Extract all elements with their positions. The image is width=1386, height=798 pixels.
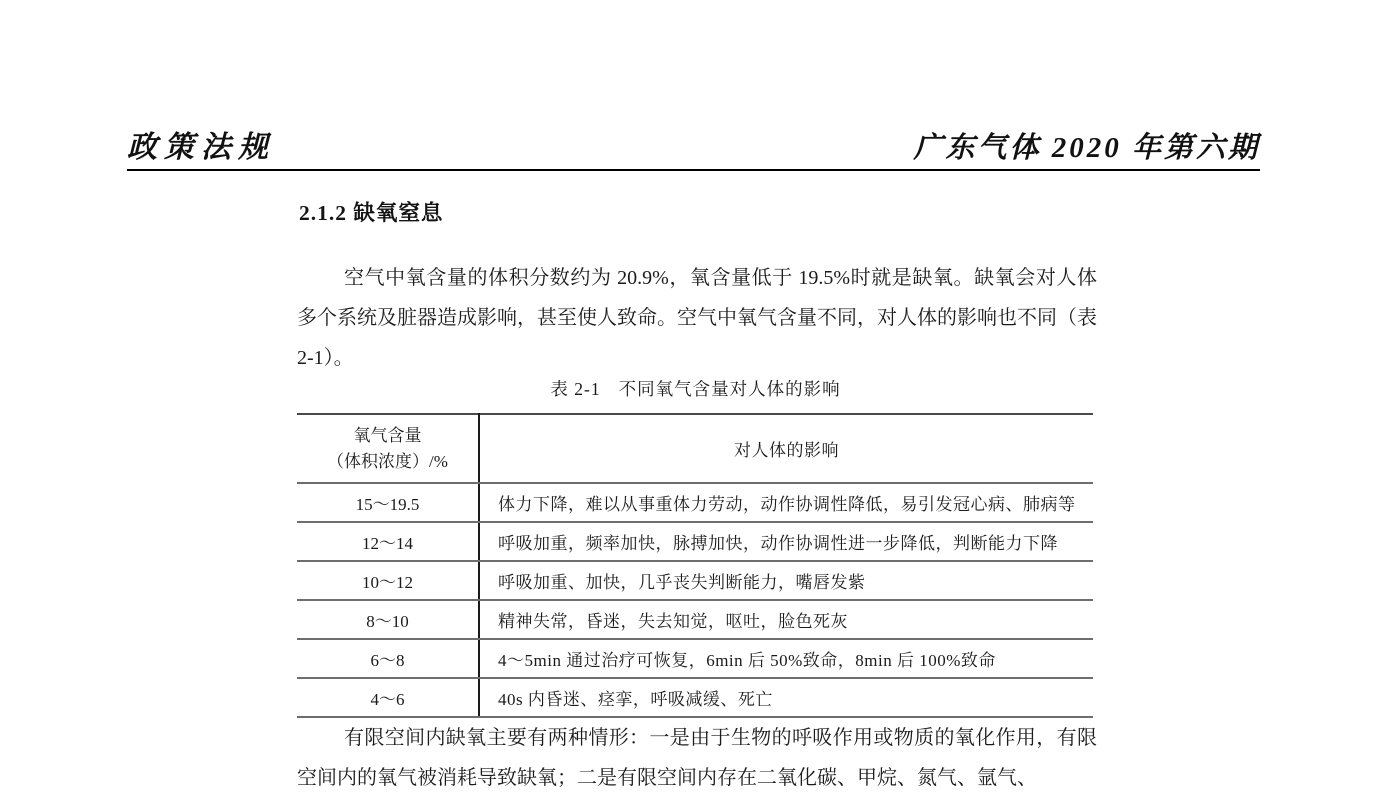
effect-cell: 精神失常，昏迷，失去知觉，呕吐，脸色死灰 (479, 600, 1093, 639)
table-row (297, 561, 1093, 600)
table-row (297, 483, 1093, 522)
effect-cell: 40s 内昏迷、痉挛，呼吸减缓、死亡 (479, 678, 1093, 717)
effect-cell: 呼吸加重，频率加快，脉搏加快，动作协调性进一步降低，判断能力下降 (479, 522, 1093, 561)
table-caption (297, 376, 1094, 401)
content-column (297, 196, 1094, 227)
col1-header-line2: （体积浓度）/% (327, 451, 448, 471)
oxygen-range-cell: 8～10 (297, 600, 479, 639)
table-row (297, 639, 1093, 678)
table-row (297, 600, 1093, 639)
running-head (127, 128, 1260, 168)
oxygen-range-cell: 15～19.5 (297, 483, 479, 522)
running-head-rule (127, 169, 1260, 171)
oxygen-effects-table (297, 413, 1093, 718)
table-caption-title: 不同氧气含量对人体的影响 (618, 379, 841, 399)
running-head-left-title: 政策法规 (127, 131, 275, 164)
paragraph-after-table: 有限空间内缺氧主要有两种情形：一是由于生物的呼吸作用或物质的氧化作用，有限空间内的氧气被消耗导致缺氧；二是有限空间内存在二氧化碳、甲烷、氮气、氩气、 (297, 727, 1097, 789)
table-header-row (297, 414, 1093, 483)
col1-header-line1: 氧气含量 (353, 425, 422, 445)
table-row (297, 678, 1093, 717)
table-row (297, 522, 1093, 561)
table-caption-label: 表 2-1 (550, 379, 601, 399)
section-heading: 2.1.2 缺氧窒息 (299, 201, 444, 225)
effect-cell: 4～5min 通过治疗可恢复，6min 后 50%致命，8min 后 100%致命 (479, 639, 1093, 678)
oxygen-range-cell: 12～14 (297, 522, 479, 561)
oxygen-range-cell: 10～12 (297, 561, 479, 600)
table-header-oxygen-content (297, 414, 479, 483)
oxygen-range-cell: 6～8 (297, 639, 479, 678)
oxygen-range-cell: 4～6 (297, 678, 479, 717)
running-head-right-title: 广东气体 2020 年第六期 (913, 132, 1260, 164)
paragraph-intro: 空气中氧含量的体积分数约为 20.9%，氧含量低于 19.5%时就是缺氧。缺氧会对人体多个系统及脏器造成影响，甚至使人致命。空气中氧气含量不同，对人体的影响也不同（表 2-1）。 (297, 267, 1097, 369)
table-header-effect: 对人体的影响 (479, 414, 1093, 483)
effect-cell: 体力下降，难以从事重体力劳动，动作协调性降低，易引发冠心病、肺病等 (479, 483, 1093, 522)
effect-cell: 呼吸加重、加快，几乎丧失判断能力，嘴唇发紫 (479, 561, 1093, 600)
